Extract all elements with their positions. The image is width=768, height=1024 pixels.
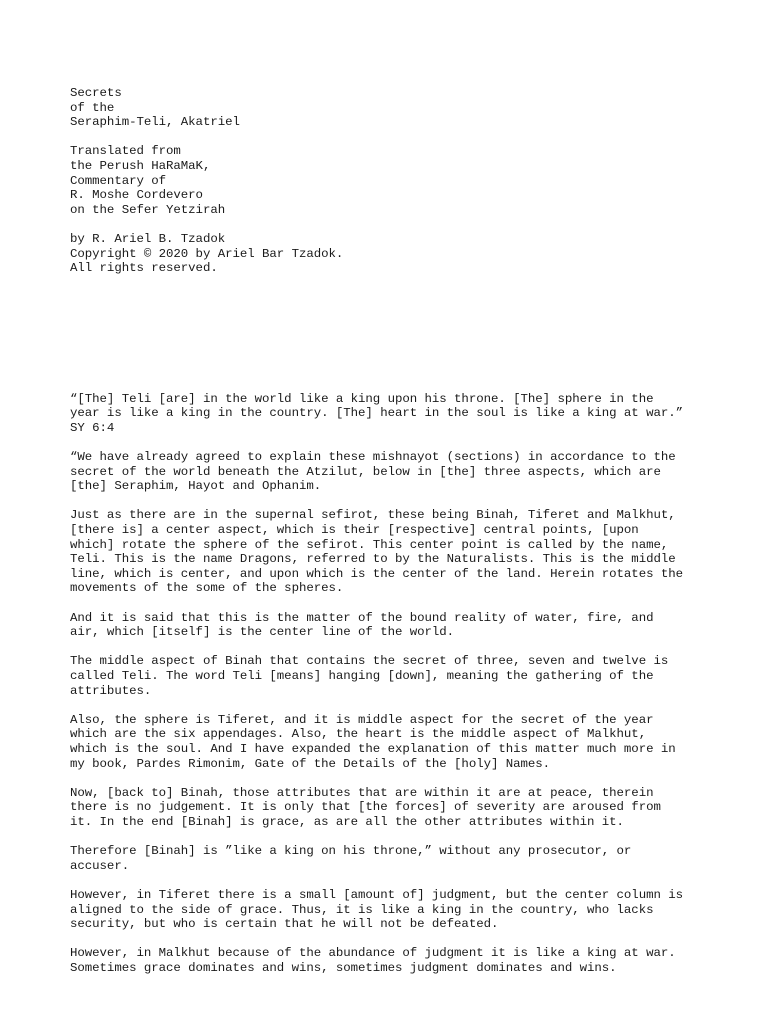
text-line: Also, the sphere is Tiferet, and it is middle aspect for the secret of the year bbox=[70, 712, 654, 727]
text-line: secret of the world beneath the Atzilut, below in [the] three aspects, which are bbox=[70, 464, 661, 479]
text-line: which is the soul. And I have expanded the explanation of this matter much more in bbox=[70, 741, 676, 756]
text-line: there is no judgement. It is only that [the forces] of severity are aroused from bbox=[70, 800, 661, 815]
text-line: [there is] a center aspect, which is their [respective] central points, [upon bbox=[70, 523, 639, 538]
paragraph bbox=[70, 844, 710, 873]
credit-line: Commentary of bbox=[70, 173, 167, 188]
text-line: air, which [itself] is the center line of the world. bbox=[70, 625, 455, 640]
text-line: Teli. This is the name Dragons, referred to by the Naturalists. This is the middle bbox=[70, 552, 676, 567]
text-line: Now, [back to] Binah, those attributes that are within it are at peace, therein bbox=[70, 785, 654, 800]
copyright-line: by R. Ariel B. Tzadok bbox=[70, 231, 226, 246]
document-page bbox=[70, 86, 710, 990]
credit-line: on the Sefer Yetzirah bbox=[70, 202, 226, 217]
text-line: year is like a king in the country. [The] heart in the soul is like a king at war.” bbox=[70, 406, 684, 421]
text-line: SY 6:4 bbox=[70, 420, 115, 435]
text-line: my book, Pardes Rimonim, Gate of the Details of the [holy] Names. bbox=[70, 756, 551, 771]
text-line: “[The] Teli [are] in the world like a king upon his throne. [The] sphere in the bbox=[70, 391, 654, 406]
text-line: Sometimes grace dominates and wins, sometimes judgment dominates and wins. bbox=[70, 960, 617, 975]
copyright-line: Copyright © 2020 by Ariel Bar Tzadok. bbox=[70, 246, 344, 261]
text-line: attributes. bbox=[70, 683, 152, 698]
credit-line: Translated from bbox=[70, 144, 181, 159]
paragraph bbox=[70, 392, 710, 436]
paragraph bbox=[70, 611, 710, 640]
text-line: security, but who is certain that he will not be defeated. bbox=[70, 917, 499, 932]
text-line: And it is said that this is the matter of the bound reality of water, fire, and bbox=[70, 610, 654, 625]
section-spacer bbox=[70, 276, 710, 392]
paragraph bbox=[70, 786, 710, 830]
text-line: [the] Seraphim, Hayot and Ophanim. bbox=[70, 479, 322, 494]
copyright-line: All rights reserved. bbox=[70, 261, 218, 276]
paragraph bbox=[70, 450, 710, 494]
body-text bbox=[70, 392, 710, 976]
translation-credit-block bbox=[70, 144, 710, 217]
paragraph bbox=[70, 508, 710, 596]
text-line: movements of the some of the spheres. bbox=[70, 581, 344, 596]
title-line: of the bbox=[70, 100, 115, 115]
title-line: Secrets bbox=[70, 86, 122, 100]
text-line: However, in Tiferet there is a small [amount of] judgment, but the center column is bbox=[70, 887, 684, 902]
credit-line: R. Moshe Cordevero bbox=[70, 188, 203, 203]
title-block bbox=[70, 86, 710, 130]
paragraph bbox=[70, 946, 710, 975]
text-line: line, which is center, and upon which is the center of the land. Herein rotates the bbox=[70, 566, 684, 581]
text-line: “We have already agreed to explain these mishnayot (sections) in accordance to the bbox=[70, 450, 676, 465]
paragraph bbox=[70, 713, 710, 771]
text-line: which are the six appendages. Also, the heart is the middle aspect of Malkhut, bbox=[70, 727, 647, 742]
title-line: Seraphim-Teli, Akatriel bbox=[70, 115, 240, 130]
text-line: Just as there are in the supernal sefirot, these being Binah, Tiferet and Malkhut, bbox=[70, 508, 676, 523]
paragraph bbox=[70, 888, 710, 932]
text-line: called Teli. The word Teli [means] hanging [down], meaning the gathering of the bbox=[70, 669, 654, 683]
paragraph bbox=[70, 654, 710, 698]
credit-line: the Perush HaRaMaK, bbox=[70, 158, 211, 173]
copyright-block bbox=[70, 232, 710, 276]
text-line: aligned to the side of grace. Thus, it is like a king in the country, who lacks bbox=[70, 902, 654, 917]
text-line: it. In the end [Binah] is grace, as are all the other attributes within it. bbox=[70, 814, 624, 829]
text-line: The middle aspect of Binah that contains the secret of three, seven and twelve is bbox=[70, 654, 669, 669]
text-line: which] rotate the sphere of the sefirot. This center point is called by the name, bbox=[70, 537, 669, 552]
text-line: Therefore [Binah] is ”like a king on his throne,” without any prosecutor, or bbox=[70, 844, 632, 859]
text-line: However, in Malkhut because of the abundance of judgment it is like a king at war. bbox=[70, 946, 676, 961]
text-line: accuser. bbox=[70, 858, 130, 873]
